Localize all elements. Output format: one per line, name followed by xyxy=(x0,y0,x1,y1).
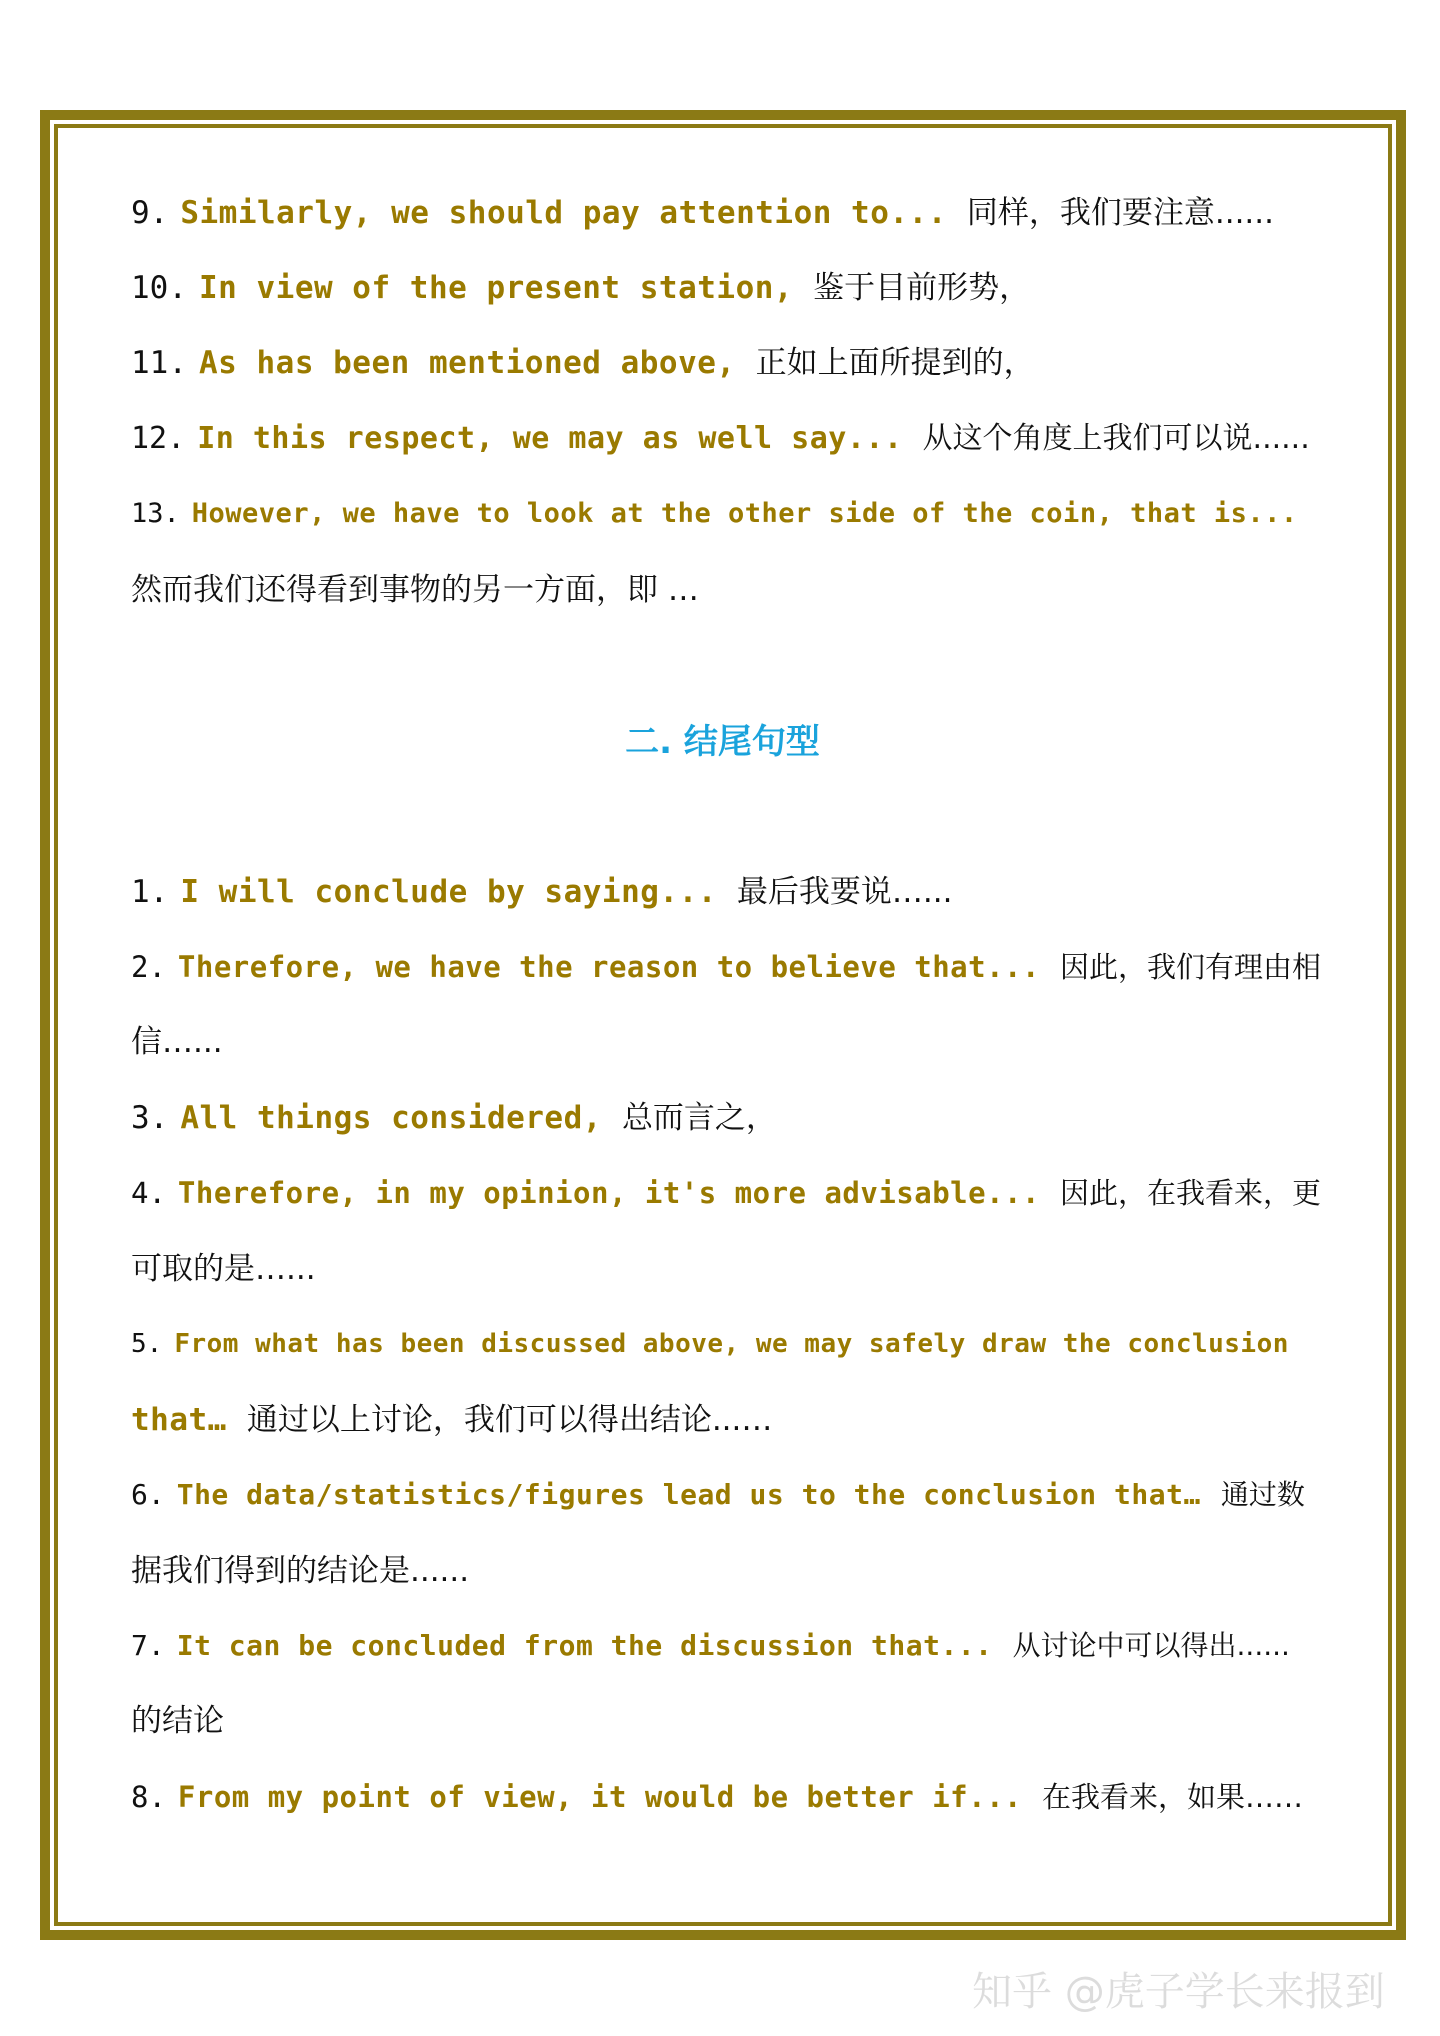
chinese-translation: 鉴于目前形势， xyxy=(813,270,1031,306)
phrase-item: 3. All things considered, 总而言之， xyxy=(131,1100,777,1136)
phrase-item: 9. Similarly, we should pay attention to... 同样，我们要注意...... xyxy=(131,195,1274,231)
chinese-translation: 可取的是…... xyxy=(131,1251,316,1287)
english-phrase: The data/statistics/figures lead us to the conclusion that… xyxy=(176,1478,1201,1511)
english-phrase: From my point of view, it would be better if... xyxy=(177,1780,1023,1814)
chinese-translation: 然而我们还得看到事物的另一方面，即 … xyxy=(131,572,699,608)
chinese-translation: 信…... xyxy=(131,1024,223,1060)
phrase-item: 6. The data/statistics/figures lead us to the conclusion that… 通过数 xyxy=(131,1478,1305,1511)
english-phrase: All things considered, xyxy=(180,1100,602,1136)
chinese-translation: 最后我要说…... xyxy=(736,874,953,910)
phrase-item: 12. In this respect, we may as well say... 从这个角度上我们可以说...... xyxy=(131,421,1310,456)
phrase-item: 10. In view of the present station, 鉴于目前形势， xyxy=(131,270,1031,306)
chinese-translation: 总而言之， xyxy=(621,1100,777,1136)
english-phrase: Therefore, in my opinion, it's more advisable... xyxy=(177,1176,1040,1210)
chinese-translation: 从这个角度上我们可以说...... xyxy=(922,421,1310,456)
english-phrase: I will conclude by saying... xyxy=(180,874,717,910)
english-phrase: that… xyxy=(131,1402,227,1438)
english-phrase: However, we have to look at the other side of the coin, that is... xyxy=(191,498,1298,529)
phrase-item-continued xyxy=(131,1551,469,1591)
phrase-item: 4. Therefore, in my opinion, it's more advisable... 因此，在我看来，更 xyxy=(131,1176,1321,1210)
phrase-item: 13. However, we have to look at the other side of the coin, that is... xyxy=(131,498,1298,529)
chinese-translation: 据我们得到的结论是...... xyxy=(131,1553,470,1589)
watermark: 知乎 @虎子学长来报到 xyxy=(972,1969,1385,2015)
chinese-translation: 通过以上讨论，我们可以得出结论...… xyxy=(246,1402,773,1438)
phrase-item: 8. From my point of view, it would be better if... 在我看来，如果…… xyxy=(131,1780,1304,1814)
chinese-translation: 因此，我们有理由相 xyxy=(1059,950,1321,984)
phrase-item: 2. Therefore, we have the reason to believe that... 因此，我们有理由相 xyxy=(131,950,1321,984)
phrase-item-continued xyxy=(131,1701,224,1741)
chinese-translation: 在我看来，如果…… xyxy=(1042,1780,1304,1814)
phrase-item: 5. From what has been discussed above, we may safely draw the conclusion xyxy=(131,1329,1289,1359)
english-phrase: Similarly, we should pay attention to... xyxy=(180,195,947,231)
phrase-item-continued xyxy=(131,570,699,610)
section-heading: 二. 结尾句型 xyxy=(625,722,820,762)
phrase-item-continued xyxy=(131,1022,223,1062)
phrase-item-continued xyxy=(131,1249,316,1289)
chinese-translation: 从讨论中可以得出...... xyxy=(1012,1629,1290,1662)
english-phrase: It can be concluded from the discussion that... xyxy=(176,1629,993,1662)
chinese-translation: 的结论 xyxy=(131,1703,224,1739)
phrase-item: 11. As has been mentioned above, 正如上面所提到的， xyxy=(131,345,1035,381)
chinese-translation: 同样，我们要注意...... xyxy=(966,195,1274,231)
english-phrase: As has been mentioned above, xyxy=(199,345,736,381)
english-phrase: From what has been discussed above, we may safely draw the conclusion xyxy=(174,1329,1289,1359)
english-phrase: Therefore, we have the reason to believe that... xyxy=(177,950,1040,984)
phrase-item-continued xyxy=(131,1400,772,1440)
chinese-translation: 正如上面所提到的， xyxy=(755,345,1035,381)
phrase-item: 1. I will conclude by saying... 最后我要说…... xyxy=(131,874,953,910)
english-phrase: In view of the present station, xyxy=(199,270,794,306)
chinese-translation: 通过数 xyxy=(1220,1478,1305,1511)
chinese-translation: 因此，在我看来，更 xyxy=(1059,1176,1321,1210)
phrase-item: 7. It can be concluded from the discussion that... 从讨论中可以得出...... xyxy=(131,1629,1290,1662)
english-phrase: In this respect, we may as well say... xyxy=(197,421,903,456)
